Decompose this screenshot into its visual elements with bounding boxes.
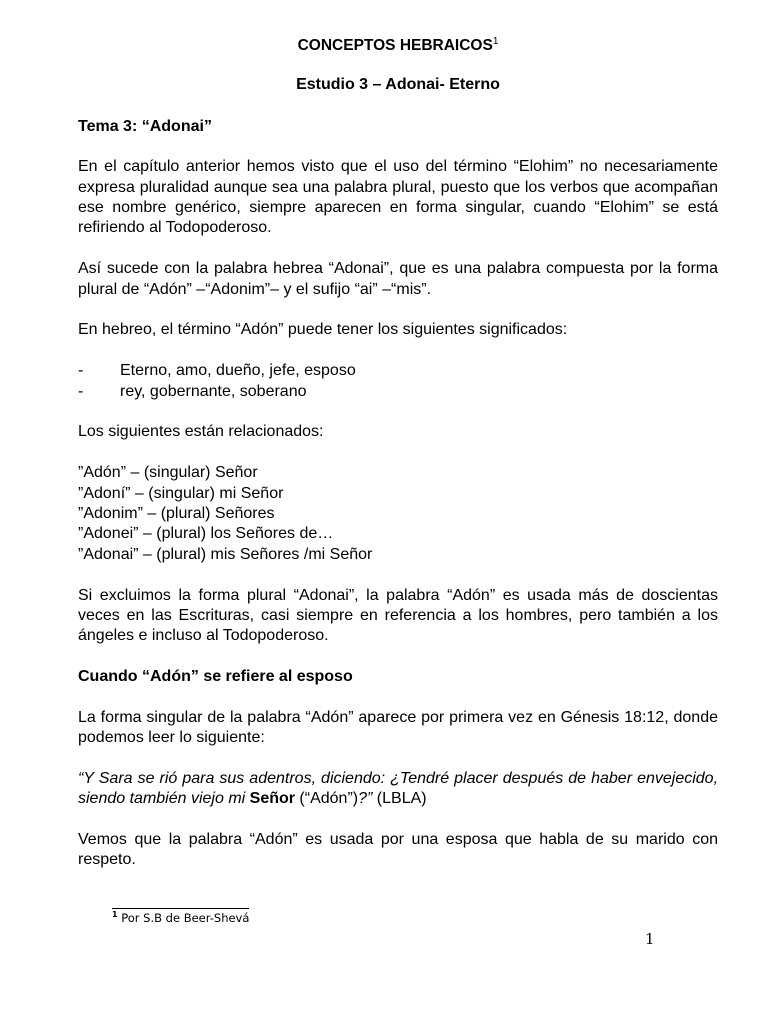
- title-text: CONCEPTOS HEBRAICOS: [297, 37, 493, 54]
- paragraph-final: Vemos que la palabra “Adón” es usada por una esposa que habla de su marido con respeto.: [78, 831, 718, 869]
- related-term: ”Adonei” – (plural) los Señores de…: [78, 525, 334, 543]
- quote-text: Sara se rió para sus adentros, diciendo: ¿Tendré placer después de haber envejecido, siendo también viejo mi: [78, 769, 719, 808]
- quote-source: (LBLA): [372, 790, 427, 808]
- footnote-separator: [112, 908, 249, 909]
- meanings-list: [78, 361, 718, 402]
- related-term: ”Adonai” – (plural) mis Señores /mi Señor: [78, 545, 373, 563]
- list-item-text: rey, gobernante, soberano: [120, 382, 307, 400]
- list-item: [78, 382, 718, 402]
- list-bullet: -: [78, 362, 84, 380]
- paragraph-adonai: Así sucede con la palabra hebrea “Adonai”, que es una palabra compuesta por la forma plural de “Adón” –“Adonim”– y el sufijo “ai” –“mis”.: [78, 260, 718, 298]
- title-footnote-marker: 1: [492, 35, 499, 47]
- quote-bold-word: Señor: [249, 790, 295, 808]
- paragraph-meanings-intro: En hebreo, el término “Adón” puede tener los siguientes significados:: [78, 321, 568, 339]
- paragraph-exclusion: Si excluimos la forma plural “Adonai”, la palabra “Adón” es usada más de doscientas veces en las Escrituras, casi siempre en referencia a los hombres, pero también a los ángeles e incluso al Todopoderoso.: [78, 586, 718, 645]
- footnote-text: Por S.B de Beer-Shevá: [117, 910, 250, 925]
- footnote-number: 1: [112, 910, 118, 919]
- document-body: [78, 36, 718, 891]
- related-term: ”Adón” – (singular) Señor: [78, 464, 258, 482]
- related-term: ”Adonim” – (plural) Señores: [78, 505, 275, 523]
- quote-close: ?”: [358, 790, 373, 808]
- section-heading-tema-3: Tema 3: “Adonai”: [78, 117, 212, 135]
- quote-open: “Y: [78, 769, 99, 787]
- related-term: ”Adoní” – (singular) mi Señor: [78, 484, 284, 502]
- document-subtitle: Estudio 3 – Adonai- Eterno: [296, 76, 500, 94]
- list-bullet: -: [78, 382, 84, 400]
- paragraph-intro: En el capítulo anterior hemos visto que el uso del término “Elohim” no necesariamente expresa pluralidad aunque sea una palabra plural, puesto que los verbos que acompañan ese nombre genérico, siempre aparecen en forma singular, cuando “Elohim” se está refiriendo al Todopoderoso.: [78, 158, 718, 237]
- related-terms-list: [78, 463, 718, 565]
- quote-paren: (“Adón”): [294, 790, 359, 808]
- list-item-text: Eterno, amo, dueño, jefe, esposo: [120, 362, 356, 380]
- page-number: 1: [645, 930, 655, 948]
- bible-quote: [78, 769, 718, 810]
- section-heading-esposo: Cuando “Adón” se refiere al esposo: [78, 668, 353, 686]
- list-item: [78, 361, 718, 381]
- paragraph-genesis: La forma singular de la palabra “Adón” aparece por primera vez en Génesis 18:12, donde podemos leer lo siguiente:: [78, 708, 718, 747]
- paragraph-related-intro: Los siguientes están relacionados:: [78, 423, 324, 441]
- footnote: [112, 910, 249, 925]
- document-title: [78, 36, 718, 56]
